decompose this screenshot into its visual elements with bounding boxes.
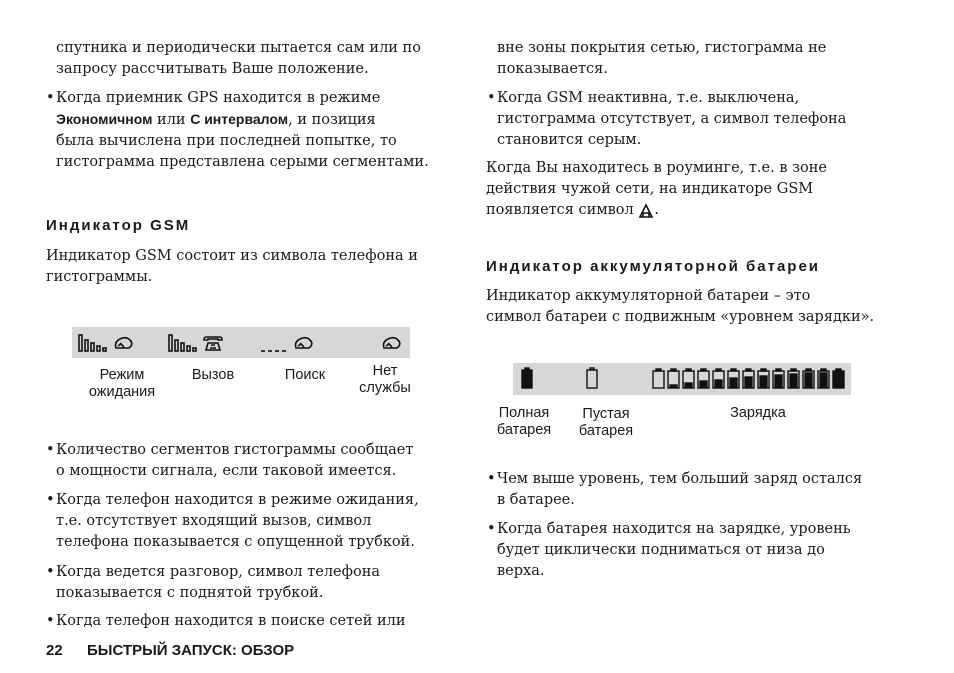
bullet-search-mode <box>46 611 446 632</box>
label-line: Полная <box>498 405 550 421</box>
gsm-search-icon <box>260 333 324 353</box>
label-line: Нет <box>372 363 398 379</box>
roaming-triangle-icon <box>638 203 654 219</box>
phone-handset-up-icon <box>204 337 222 350</box>
battery-label-empty <box>568 406 644 440</box>
battery-full-icon <box>522 368 532 388</box>
battery-empty-icon <box>587 368 597 388</box>
battery-indicator-figure <box>513 363 851 395</box>
page-number: 22 <box>46 642 63 659</box>
signal-bar <box>103 348 106 351</box>
bullet-call-mode <box>46 562 446 604</box>
text-line <box>486 200 886 221</box>
text-line: в батарее. <box>497 492 575 508</box>
gsm-standby-icon <box>78 333 142 353</box>
text-line: Индикатор аккумуляторной батареи – это <box>486 288 811 304</box>
label-line: батарея <box>578 423 634 439</box>
text-line: Когда телефон находится в режиме ожидания, <box>56 492 419 508</box>
bullet-dot: • <box>46 442 55 458</box>
battery-charging-sequence <box>653 369 844 388</box>
text-line: показывается с поднятой трубкой. <box>56 585 324 601</box>
text-line: Чем выше уровень, тем больший заряд остался <box>497 471 863 487</box>
footer-section-title: БЫСТРЫЙ ЗАПУСК: ОБЗОР <box>87 642 295 659</box>
signal-bar <box>169 335 172 351</box>
text-line: вне зоны покрытия сетью, гистограмма не <box>497 40 827 56</box>
battery-label-charging: Зарядка <box>730 405 786 421</box>
paragraph-gsm-intro <box>46 246 446 288</box>
text-line: о мощности сигнала, если таковой имеется. <box>56 463 397 479</box>
bullet-battery-charging <box>487 519 887 582</box>
bullet-dot: • <box>487 521 496 537</box>
text-line: спутника и периодически пытается сам или по <box>56 40 421 56</box>
section-heading-battery: Индикатор аккумуляторной батареи <box>486 258 821 275</box>
gsm-label-standby <box>72 367 172 401</box>
phone-handset-down-icon <box>384 338 400 348</box>
gsm-no-service-icon <box>380 333 404 353</box>
text-line: Количество сегментов гистограммы сообщает <box>56 442 414 458</box>
text-line: показывается. <box>497 61 608 77</box>
signal-bar <box>97 346 100 351</box>
text-line: т.е. отсутствует входящий вызов, символ <box>56 513 372 529</box>
signal-bar <box>91 343 94 351</box>
text-line <box>56 109 446 131</box>
text-line: гистограммы. <box>46 269 153 285</box>
paragraph-coverage-continuation <box>497 38 897 80</box>
bullet-segments-strength <box>46 440 446 482</box>
text-line: телефона показывается с опущенной трубкой. <box>56 534 415 550</box>
paragraph-battery-intro <box>486 286 886 328</box>
bullet-dot: • <box>487 90 496 106</box>
text-line: Когда телефон находится в поиске сетей или <box>56 613 406 629</box>
bullet-standby-mode <box>46 490 446 553</box>
gsm-call-icon <box>168 333 232 353</box>
paragraph-gps-continuation <box>56 38 456 80</box>
text-line: верха. <box>497 563 545 579</box>
text-line: символ батареи с подвижным «уровнем зарядки». <box>486 309 875 325</box>
text-line: становится серым. <box>497 132 642 148</box>
text-fragment: или <box>152 112 191 128</box>
gsm-label-search: Поиск <box>284 367 326 383</box>
gsm-indicator-figure <box>72 327 410 358</box>
signal-bar <box>193 348 196 351</box>
bullet-dot: • <box>46 90 55 106</box>
text-line: Когда Вы находитесь в роуминге, т.е. в зоне <box>486 160 827 176</box>
text-line: запросу рассчитывать Ваше положение. <box>56 61 369 77</box>
label-line: Пустая <box>582 406 630 422</box>
phone-handset-down-icon <box>296 338 312 348</box>
text-line: гистограмма отсутствует, а символ телефона <box>497 111 847 127</box>
signal-bar <box>181 343 184 351</box>
signal-bar <box>175 340 178 351</box>
text-line: Индикатор GSM состоит из символа телефона и <box>46 248 418 264</box>
signal-bar <box>85 340 88 351</box>
bold-term-economy: Экономичном <box>56 111 153 127</box>
label-line: службы <box>359 380 411 396</box>
bullet-dot: • <box>46 613 55 629</box>
label-line: Режим <box>99 367 145 383</box>
text-line: действия чужой сети, на индикаторе GSM <box>486 181 814 197</box>
bullet-dot: • <box>487 471 496 487</box>
bullet-gsm-inactive <box>487 88 887 151</box>
label-line: ожидания <box>88 384 156 400</box>
text-fragment: появляется символ <box>486 202 639 218</box>
text-line: Когда батарея находится на зарядке, уровень <box>497 521 851 537</box>
bullet-gps-gray-segments <box>46 88 446 173</box>
phone-handset-down-icon <box>116 338 132 348</box>
bullet-dot: • <box>46 492 55 508</box>
bullet-battery-level <box>487 469 887 511</box>
gsm-label-call: Вызов <box>191 367 235 383</box>
text-fragment: , и позиция <box>288 112 376 128</box>
bullet-dot: • <box>46 564 55 580</box>
text-line: была вычислена при последней попытке, то <box>56 133 397 149</box>
text-fragment: . <box>654 202 659 218</box>
battery-icons <box>513 363 851 395</box>
signal-bar <box>79 335 82 351</box>
label-line: батарея <box>496 422 552 438</box>
bold-term-interval: С интервалом <box>190 111 289 127</box>
section-heading-gsm: Индикатор GSM <box>46 217 191 234</box>
text-line: будет циклически подниматься от низа до <box>497 542 825 558</box>
battery-label-full <box>486 405 562 439</box>
text-line: Когда ведется разговор, символ телефона <box>56 564 380 580</box>
text-line: Когда GSM неактивна, т.е. выключена, <box>497 90 800 106</box>
signal-bar <box>187 346 190 351</box>
text-line: Когда приемник GPS находится в режиме <box>56 90 381 106</box>
text-line: гистограмма представлена серыми сегментами. <box>56 154 429 170</box>
paragraph-roaming <box>486 158 886 221</box>
gsm-label-no-service <box>350 363 420 397</box>
